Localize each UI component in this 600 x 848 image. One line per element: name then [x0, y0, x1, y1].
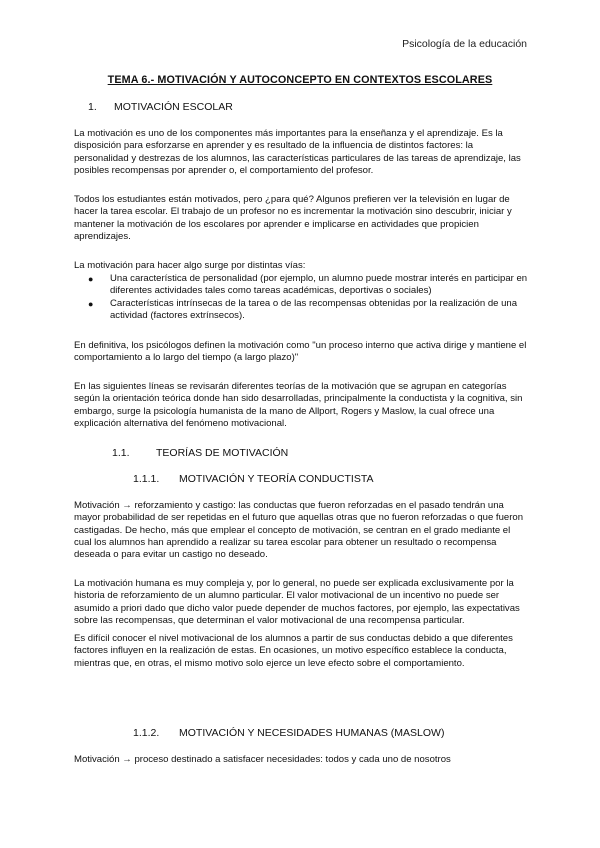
running-header: Psicología de la educación [402, 38, 527, 50]
bullet-icon: ● [88, 274, 94, 284]
document-title: TEMA 6.- MOTIVACIÓN Y AUTOCONCEPTO EN CONTEXTOS ESCOLARES [107, 74, 493, 86]
paragraph-dificil: Es difícil conocer el nivel motivacional de los alumnos a partir de sus conductas debido a que diferentes factores influyen en la realización de estas. En ocasiones, un motivo específico establece la conducta, mientras que, en otras, el mismo motivo solo ejerce un leve efecto sobre el comportamiento. [74, 633, 513, 669]
list-item: ● Características intrínsecas de la tarea o de las recompensas obtenidas por la realización de una actividad (factores extrínsecos). [88, 297, 518, 321]
paragraph-necesidades: Motivación → proceso destinado a satisfacer necesidades: todos y cada uno de nosotros [74, 754, 451, 765]
bullet-icon: ● [88, 298, 94, 309]
paragraph-reforzamiento: Motivación → reforzamiento y castigo: las conductas que fueron reforzadas en el pasado tendrán una mayor probabilidad de ser repetidas en el futuro que aquellas otras que no fueron reforzadas o que fueron castigadas. De hecho, más que emplear el concepto de motivación, se centran en el grado mediante el cual los alumnos han aprendido a realizar su tarea escolar para obtener un resultado o recompensa deseada o para evitar un castigo no deseado. [74, 500, 523, 561]
section-heading-conductista [133, 473, 373, 485]
section-heading-maslow [133, 727, 444, 739]
paragraph-students: Todos los estudiantes están motivados, pero ¿para qué? Algunos prefieren ver la televisión en lugar de hacer la tarea escolar. El trabajo de un profesor no es incrementar la motivación sino descubrir, iniciar y mantener la motivación de los escolares por aprender e implicarse en actividades que propicien aprendizajes. [74, 194, 512, 242]
section-number: 1.1.1. [133, 473, 160, 485]
section-number: 1. [88, 101, 97, 113]
list-item: ● Una característica de personalidad (por ejemplo, un alumno puede mostrar interés en participar en diferentes actividades tales como tareas académicas, deportivas o sociales) [88, 273, 528, 297]
paragraph-vias: La motivación para hacer algo surge por distintas vías: [74, 260, 306, 271]
section-number: 1.1. [112, 447, 130, 459]
bullet-list [74, 273, 528, 322]
section-number: 1.1.2. [133, 727, 160, 739]
section-title: MOTIVACIÓN ESCOLAR [114, 101, 233, 113]
paragraph-definition: En definitiva, los psicólogos definen la motivación como "un proceso interno que activa dirige y mantiene el comportamiento a lo largo del tiempo (a largo plazo)" [74, 340, 527, 364]
section-title: MOTIVACIÓN Y TEORÍA CONDUCTISTA [179, 473, 374, 485]
section-title: MOTIVACIÓN Y NECESIDADES HUMANAS (MASLOW) [179, 727, 445, 739]
paragraph-intro: La motivación es uno de los componentes más importantes para la enseñanza y el aprendizaje. Es la disposición para esforzarse en aprender y es resultado de la influencia de distintos factores: la personalidad y destrezas de los alumnos, las características particulares de las tareas de aprendizaje, las posibles recompensas por aprender o, el comportamiento del profesor. [74, 128, 521, 176]
section-heading-motivacion-escolar [88, 101, 233, 113]
paragraph-theories: En las siguientes líneas se revisarán diferentes teorías de la motivación que se agrupan en categorías según la orientación teórica donde han sido desarrolladas, principalmente la conductista y la cognitiva, sin embargo, surge la psicología humanista de la mano de Allport, Rogers y Maslow, la cual ofrece una explicación alternativa del fenómeno motivacional. [74, 381, 523, 429]
section-heading-teorias [112, 447, 288, 459]
paragraph-compleja: La motivación humana es muy compleja y, por lo general, no puede ser explicada exclusivamente por la historia de reforzamiento de un alumno particular. El valor motivacional de un incentivo no puede ser asumido a priori dado que dicho valor puede depender de muchos factores, por ejemplo, las expectativas sobre las recompensas, que determinan el valor motivacional de una recompensa particular. [74, 578, 520, 626]
section-title: TEORÍAS DE MOTIVACIÓN [156, 447, 289, 459]
